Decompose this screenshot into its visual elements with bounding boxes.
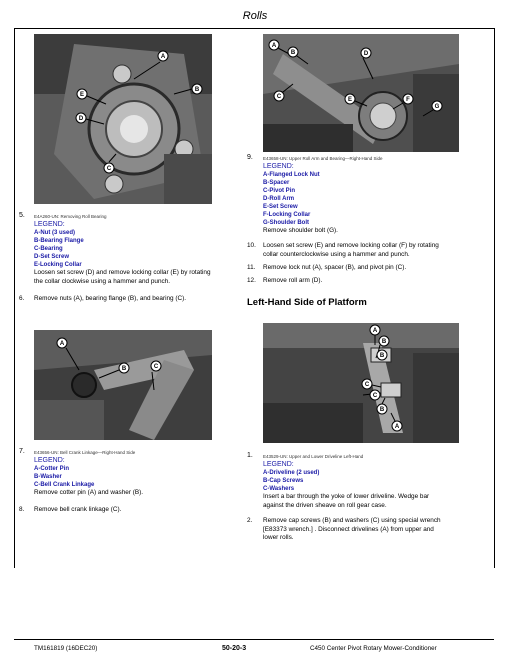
page-header-title: Rolls: [242, 10, 268, 22]
fig4-legend-title: LEGEND:: [263, 461, 294, 468]
svg-text:C: C: [276, 94, 282, 100]
fig2-legend-item: D-Roll Arm: [263, 196, 295, 202]
step-11-number: 11.: [247, 264, 256, 271]
callout-b: [288, 47, 308, 64]
figure-roll-bearing-photo: [34, 34, 212, 204]
fig1-legend-title: LEGEND:: [34, 221, 65, 228]
svg-text:A: A: [59, 341, 65, 347]
callout-d: [361, 48, 373, 79]
fig1-legend-item: D-Set Screw: [34, 254, 70, 260]
callout-b: [174, 84, 202, 94]
left-margin-rule: [14, 28, 15, 568]
fig1-legend-item: B-Bearing Flange: [34, 238, 84, 244]
fig4-caption: E43529-UN: Upper and Lower Driveline Left-Hand: [263, 454, 364, 459]
fig1-instruction-line: the collar clockwise using a hammer and punch.: [34, 277, 171, 285]
fig4-step-number: 1.: [247, 452, 253, 459]
fig3-caption: E43656-UN: Bell Crank Linkage—Right-Hand Side: [34, 450, 136, 455]
svg-text:G: G: [434, 104, 440, 110]
svg-text:E: E: [347, 97, 353, 103]
fig2-instruction: Remove shoulder bolt (G).: [263, 227, 338, 234]
fig2-legend-item: B-Spacer: [263, 180, 290, 186]
step-10-number: 10.: [247, 242, 256, 249]
fig2-legend-item: G-Shoulder Bolt: [263, 220, 309, 226]
step-11-text: Remove lock nut (A), spacer (B), and pivot pin (C).: [263, 264, 407, 271]
fig3-legend-item: C-Bell Crank Linkage: [34, 482, 95, 488]
right-margin-rule: [494, 28, 495, 568]
step-2-line: Remove cap screws (B) and washers (C) using special wrench: [263, 517, 441, 524]
fig1-legend-item: E-Locking Collar: [34, 262, 82, 268]
step-12-text: Remove roll arm (D).: [263, 277, 323, 284]
svg-text:C: C: [106, 166, 112, 172]
fig3-legend-item: A-Cotter Pin: [34, 466, 69, 472]
svg-text:E: E: [79, 92, 85, 98]
callout-b: [377, 398, 387, 414]
section-heading: Left-Hand Side of Platform: [247, 297, 367, 308]
step-10-line: collar counterclockwise using a hammer and punch.: [263, 250, 410, 258]
fig4-legend-item: A-Driveline (2 used): [263, 470, 320, 476]
fig1-legend-item: C-Bearing: [34, 246, 63, 252]
svg-text:A: A: [372, 328, 378, 334]
svg-text:B: B: [381, 339, 387, 345]
callout-c: [104, 154, 116, 173]
callout-f: [393, 94, 413, 109]
callout-a: [134, 51, 168, 79]
callout-a: [370, 325, 380, 345]
step-6-text: Remove nuts (A), bearing flange (B), and bearing (C).: [34, 295, 187, 302]
svg-text:A: A: [271, 43, 277, 49]
svg-text:B: B: [194, 87, 200, 93]
fig4-instruction: [263, 493, 488, 510]
footer-page-number: 50-20-3: [222, 645, 247, 652]
svg-text:B: B: [379, 353, 385, 359]
fig4-instruction-line: against the driven sheave on roll gear case.: [263, 501, 387, 509]
svg-text:C: C: [153, 364, 159, 370]
fig3-step-number: 7.: [19, 448, 25, 455]
step-8-text: Remove bell crank linkage (C).: [34, 506, 122, 513]
fig4-instruction-line: Insert a bar through the yoke of lower driveline. Wedge bar: [263, 493, 430, 500]
footer-document-id: TM161819 (16DEC20): [34, 645, 98, 652]
callout-c: [274, 84, 293, 101]
step-8-number: 8.: [19, 506, 25, 513]
callout-a: [57, 338, 79, 370]
step-2-line: lower rolls.: [263, 534, 294, 541]
fig2-legend-item: C-Pivot Pin: [263, 188, 296, 194]
fig3-legend-title: LEGEND:: [34, 457, 65, 464]
fig2-step-number: 9.: [247, 154, 253, 161]
callout-b: [376, 350, 387, 360]
fig2-legend-title: LEGEND:: [263, 163, 294, 170]
svg-text:D: D: [363, 51, 369, 57]
step-12-number: 12.: [247, 277, 256, 284]
callout-c: [151, 361, 161, 390]
footer-product-name: C450 Center Pivot Rotary Mower-Conditioner: [310, 645, 437, 652]
svg-text:B: B: [290, 50, 296, 56]
callout-a: [391, 413, 402, 431]
fig1-instruction: [34, 269, 249, 286]
fig4-legend-item: C-Washers: [263, 486, 295, 492]
figure-driveline-photo: [263, 323, 459, 443]
svg-text:C: C: [372, 393, 378, 399]
step-2-number: 2.: [247, 517, 253, 524]
svg-text:A: A: [160, 54, 166, 60]
step-6-number: 6.: [19, 295, 25, 302]
svg-text:B: B: [121, 366, 127, 372]
figure-bell-crank-photo: [34, 330, 212, 440]
fig2-legend-item: E-Set Screw: [263, 204, 298, 210]
fig3-instruction: Remove cotter pin (A) and washer (B).: [34, 489, 144, 496]
callout-d: [76, 113, 104, 124]
fig1-instruction-line: Loosen set screw (D) and remove locking collar (E) by rotating: [34, 269, 211, 276]
svg-text:D: D: [78, 116, 84, 122]
step-10-line: Loosen set screw (E) and remove locking collar (F) by rotating: [263, 242, 439, 249]
callout-b: [99, 363, 129, 378]
fig2-legend-item: F-Locking Collar: [263, 212, 311, 218]
fig3-legend-item: B-Washer: [34, 474, 62, 480]
svg-text:F: F: [406, 97, 410, 103]
step-2-text: [263, 517, 488, 543]
fig1-legend-item: A-Nut (3 used): [34, 230, 75, 236]
fig2-legend-item: A-Flanged Lock Nut: [263, 172, 320, 178]
callout-e: [345, 94, 367, 106]
step-10-text: [263, 242, 488, 259]
callout-c: [362, 379, 381, 389]
svg-text:B: B: [379, 407, 385, 413]
fig2-caption: E43658-UN: Upper Roll Arm and Bearing—Right-Hand Side: [263, 156, 383, 161]
header-rule: [14, 28, 494, 29]
svg-text:C: C: [364, 382, 370, 388]
callout-c: [363, 390, 381, 400]
fig4-legend-item: B-Cap Screws: [263, 478, 304, 484]
footer-rule: [14, 639, 494, 640]
callout-g: [423, 101, 442, 116]
fig1-step-number: 5.: [19, 212, 25, 219]
svg-text:A: A: [394, 424, 400, 430]
step-2-line: [E83373 wrench.] . Disconnect drivelines (A) from upper and: [263, 525, 434, 533]
callout-e: [77, 89, 106, 104]
fig1-caption: E4A260-UN: Removing Roll Bearing: [34, 214, 107, 219]
figure-upper-roll-arm-photo: [263, 34, 459, 152]
